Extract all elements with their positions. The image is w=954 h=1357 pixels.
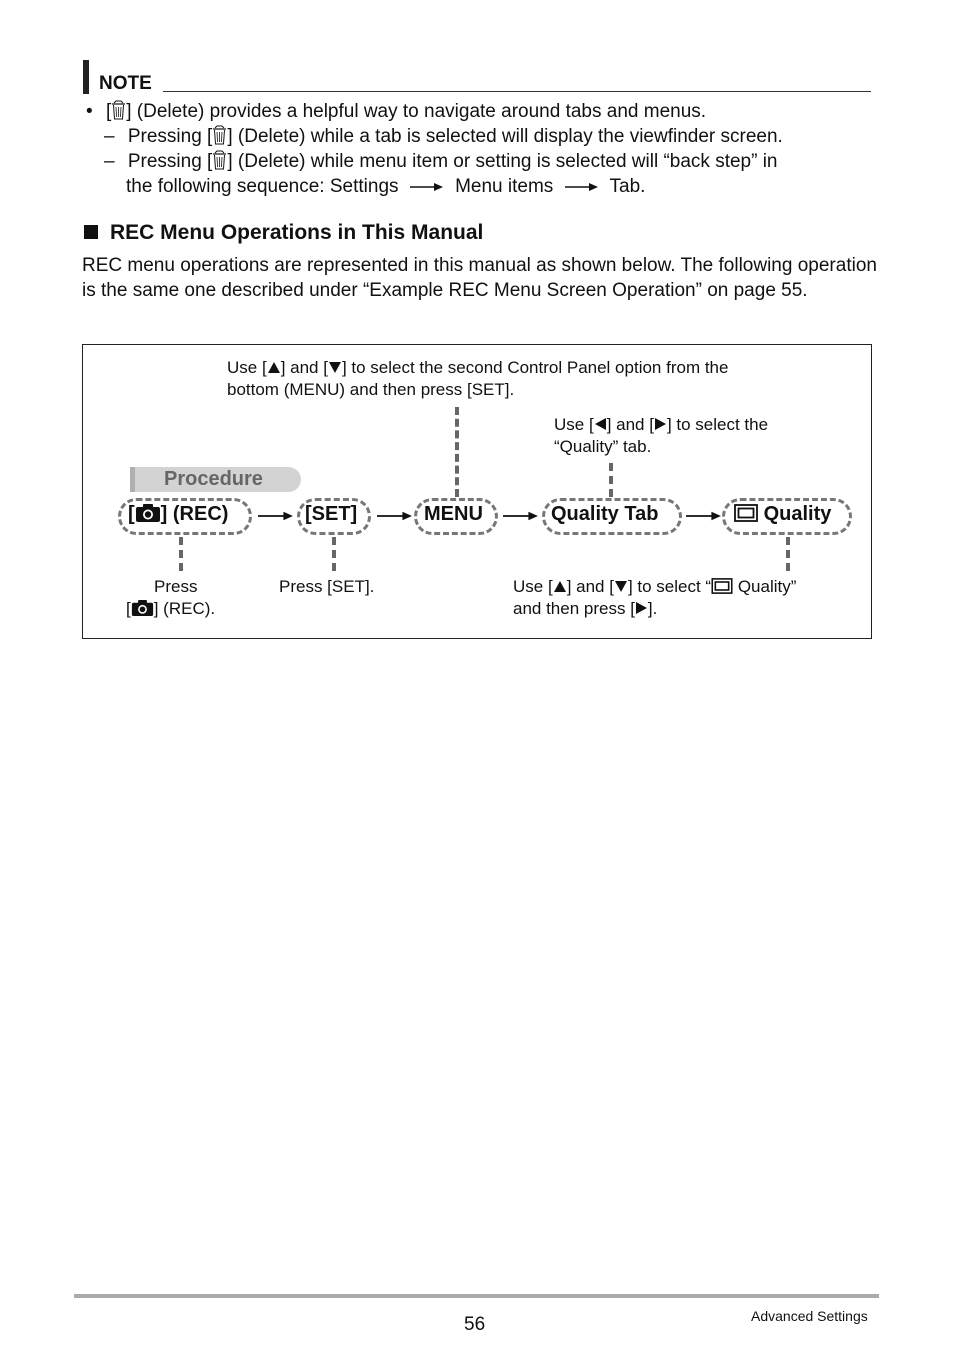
arrow-right-icon xyxy=(565,182,599,192)
dash-marker: – xyxy=(104,126,115,147)
sequence-menu-items: Menu items xyxy=(455,176,554,197)
camera-icon xyxy=(135,503,161,523)
bullet-open-bracket: [ xyxy=(105,101,112,122)
section-heading xyxy=(84,221,483,245)
caption-quality-line2-b: ]. xyxy=(647,599,658,618)
right-note-text-c: ] to select the xyxy=(666,415,769,434)
caption-quality-line2-a: and then press [ xyxy=(513,599,635,618)
camera-icon xyxy=(131,599,154,617)
quality-icon xyxy=(711,578,733,594)
arrow-right-icon xyxy=(686,510,722,522)
procedure-tag-stripe xyxy=(130,467,135,492)
sequence-settings: the following sequence: Settings xyxy=(126,176,399,197)
caption-rec-line-2 xyxy=(126,598,215,620)
right-note-text-a: Use [ xyxy=(554,415,594,434)
trash-icon xyxy=(111,100,126,120)
caption-quality-a: Use [ xyxy=(513,577,553,596)
bullet-marker: • xyxy=(86,101,93,122)
arrow-right-icon xyxy=(377,510,413,522)
step-quality xyxy=(734,503,831,526)
right-triangle-icon xyxy=(635,601,648,615)
square-bullet-icon xyxy=(84,225,98,239)
top-note-text-c: ] to select the second Control Panel option from the xyxy=(341,358,729,377)
step-menu: MENU xyxy=(424,503,483,525)
caption-quality-b: ] and [ xyxy=(566,577,614,596)
up-triangle-icon xyxy=(267,361,281,374)
step-rec-open: [ xyxy=(128,503,135,525)
down-triangle-icon xyxy=(614,580,628,593)
connector-quality-tab xyxy=(609,463,613,497)
top-note-line-2: bottom (MENU) and then press [SET]. xyxy=(227,380,515,399)
note-marker-bar xyxy=(83,60,89,94)
caption-quality-d: Quality” xyxy=(733,577,797,596)
sub2-text: ] (Delete) while menu item or setting is selected will “back step” in xyxy=(227,151,778,172)
section-title: REC Menu Operations in This Manual xyxy=(110,221,484,244)
step-set: [SET] xyxy=(305,503,358,525)
sub1-text: ] (Delete) while a tab is selected will display the viewfinder screen. xyxy=(227,126,783,147)
right-triangle-icon xyxy=(654,417,667,431)
connector-quality xyxy=(786,537,790,571)
right-note-line-2: “Quality” tab. xyxy=(554,437,652,456)
note-sub-line-2-cont xyxy=(126,174,645,199)
caption-rec-line-1: Press xyxy=(154,577,198,596)
caption-quality-line-1 xyxy=(513,576,796,598)
caption-rec-open: [ xyxy=(126,599,131,618)
dash-marker: – xyxy=(104,151,115,172)
caption-quality-line-2 xyxy=(513,598,657,620)
step-quality-text: Quality xyxy=(763,503,832,525)
sub2-prefix: Pressing [ xyxy=(127,151,213,172)
top-note-line-1 xyxy=(227,357,728,379)
arrow-right-icon xyxy=(503,510,539,522)
connector-set xyxy=(332,537,336,571)
note-sub-line-2 xyxy=(104,149,778,174)
footer-divider xyxy=(74,1294,879,1298)
top-note-text-a: Use [ xyxy=(227,358,267,377)
trash-icon xyxy=(212,150,227,170)
arrow-right-icon xyxy=(410,182,444,192)
connector-rec xyxy=(179,537,183,571)
note-divider xyxy=(163,91,871,92)
connector-menu xyxy=(455,407,459,497)
bullet-text: ] (Delete) provides a helpful way to navigate around tabs and menus. xyxy=(126,101,707,122)
caption-set: Press [SET]. xyxy=(279,577,375,596)
procedure-label: Procedure xyxy=(164,468,263,490)
right-note-text-b: ] and [ xyxy=(606,415,654,434)
step-rec-text: ] (REC) xyxy=(160,503,229,525)
step-quality-tab: Quality Tab xyxy=(551,503,659,525)
section-paragraph: REC menu operations are represented in this manual as shown below. The following operation is the same one described under “Example REC Menu Screen Operation” on page 55. xyxy=(82,255,877,301)
trash-icon xyxy=(212,125,227,145)
note-sub-line-1 xyxy=(104,124,783,149)
sequence-tab: Tab. xyxy=(609,176,646,197)
page-number: 56 xyxy=(464,1314,486,1335)
caption-rec-text: ] (REC). xyxy=(153,599,216,618)
down-triangle-icon xyxy=(328,361,342,374)
right-note-line-1 xyxy=(554,414,768,436)
note-bullet-line xyxy=(86,99,706,124)
left-triangle-icon xyxy=(594,417,607,431)
sub1-prefix: Pressing [ xyxy=(127,126,213,147)
step-rec xyxy=(128,503,228,526)
note-title: NOTE xyxy=(99,73,152,94)
footer-section-name: Advanced Settings xyxy=(751,1308,868,1324)
quality-icon xyxy=(734,504,758,522)
up-triangle-icon xyxy=(553,580,567,593)
top-note-text-b: ] and [ xyxy=(280,358,328,377)
arrow-right-icon xyxy=(258,510,294,522)
caption-quality-c: ] to select “ xyxy=(627,577,712,596)
